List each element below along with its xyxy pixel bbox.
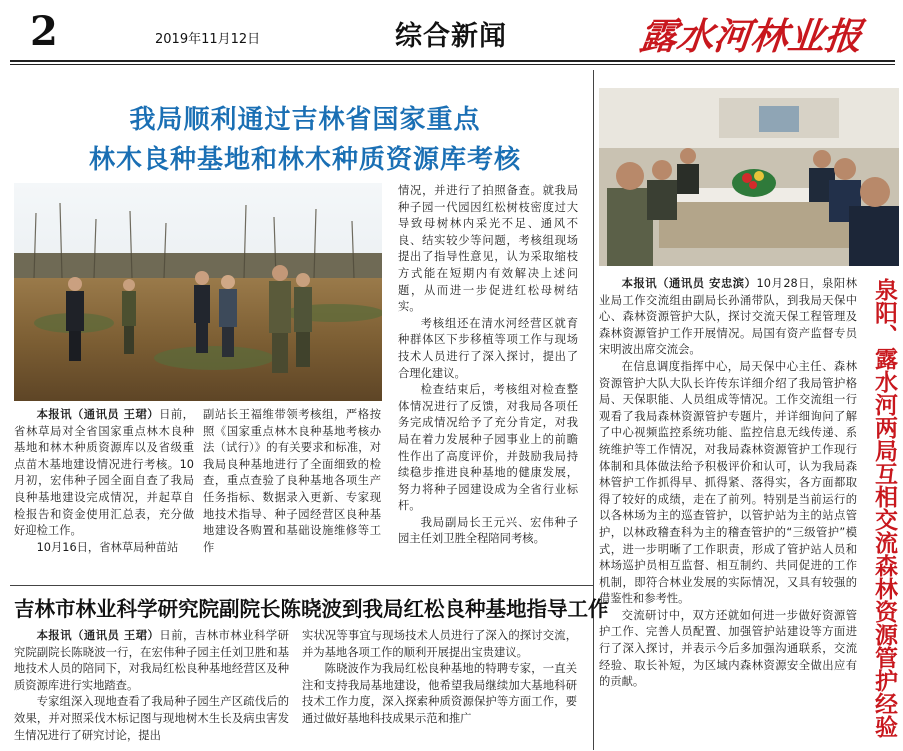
article1-headline-line2: 林木良种基地和林木种质资源库考核 [88, 145, 521, 175]
article1-col3-text: 情况，并进行了拍照备查。就我局种子园一代园因红松树枝密度过大导致母树林内采光不足、通风不良、结实较少等问题，考核组现场提出了指导性意见，认为采取缩枝方式能在短期内有效解决上述问题，从而进一步促进红松母树结实。 [398, 184, 578, 314]
article1-col3-p2: 考核组还在清水河经营区就育种群体区下步移植等项工作与现场技术人员进行了深入探讨，提出了合理化建议。 [398, 316, 578, 380]
article3-p1: 10月28日，泉阳林业局工作交流组由副局长孙涌带队，到我局天保中心、森林资源管护大队，探讨交流天保工程管理及森林资源管护工作开展情况。局国有资产监督专员宋明波出席交流会。 [599, 277, 857, 357]
article1-col3-p4: 我局副局长王元兴、宏伟种子园主任刘卫胜全程陪同考核。 [398, 515, 578, 546]
inspection-photo [14, 183, 382, 401]
article2-column-2 [302, 628, 577, 728]
header-rule [10, 60, 895, 62]
article2-col1-text: 日前，吉林市林业科学研究院副院长陈晓波一行，在宏伟种子园主任刘卫胜和基地技术人员的陪同下，对我局红松良种基地经营区及种质资源库进行实地踏查。 [14, 629, 289, 692]
article3-vertical-headline: 泉阳、露水河两局互相交流森林资源管护经验 [871, 278, 897, 738]
article2-headline: 吉林市林业科学研究院副院长陈晓波到我局红松良种基地指导工作 [14, 597, 609, 621]
page-number: 2 [30, 8, 58, 55]
meeting-photo-image [599, 88, 899, 266]
article3-p2: 在信息调度指挥中心，局天保中心主任、森林资源管护大队大队长许传东详细介绍了我局管护格局、天保职能、人员组成等情况。工作交流组一行观看了我局森林资源管护专题片，并详细询问了解了中心视频监控系统功能、监控信息无线传递、系统维护等工作情况，对我局森林资源管护工作现行体制和具体做法给予积极评价和认可，认为我局森林管护工作抓得早、抓得紧、落得实，各方面都取得了较好的成绩，走在了前列。特别是当前运行的以各林场为主的巡查管护，以管护站为主的站点管护，以林政稽查科为主的稽查管护的“三级管护”模式，进一步明晰了工作职责，形成了管护站人员和林场巡护员相互监督、相互制约、共同促进的工作机制，即符合林业发展的实际情况，又具有较强的借鉴性和参考性。 [599, 359, 857, 606]
article2-byline: 本报讯（通讯员 王珺） [36, 629, 160, 642]
article1-column-1 [14, 407, 194, 556]
article1-headline [20, 100, 590, 180]
issue-date: 2019年11月12日 [155, 32, 261, 47]
inspection-photo-image [14, 183, 382, 401]
article2-column-1 [14, 628, 289, 744]
column-divider [593, 70, 594, 750]
article1-byline: 本报讯（通讯员 王珺） [36, 408, 160, 421]
meeting-photo [599, 88, 899, 266]
header-rule-thin [10, 64, 895, 65]
section-title: 综合新闻 [395, 21, 507, 52]
article1-col1-p2: 10月16日，省林草局种苗站 [36, 540, 179, 554]
article1-col1-text: 日前，省林草局对全省国家重点林木良种基地和林木种质资源库以及省级重点苗木基地建设情况进行考核。10月初，宏伟种子园全面自查了我局良种基地建设完成情况，并起草自检报告和资金使用汇总表，充分做好迎检工作。 [14, 408, 194, 538]
masthead: 露水河林业报 [637, 14, 864, 58]
article1-column-3 [398, 183, 578, 548]
article-divider [10, 585, 593, 586]
article2-col1-p2: 专家组深入现地查看了我局种子园生产区疏伐后的效果，并对照采伐木标记图与现地树木生长及病虫害发生情况进行了研究讨论，提出 [14, 695, 289, 742]
article1-col3-p3: 检查结束后，考核组对检查整体情况进行了反馈，对我局各项任务完成情况给予了充分肯定，对我局在着力发展种子园事业上的前瞻性作出了高度评价，并鼓励我局持续稳步推进良种基地的健康发展，努力将种子园建设成为全省行业标杆。 [398, 383, 578, 513]
article1-column-2 [203, 407, 381, 556]
article2-col2-p2: 陈晓波作为我局红松良种基地的特聘专家，一直关注和支持我局基地建设，他希望我局继续加大基地科研技术工作力度，深入探索种质资源保护等方面工作，要通过做好基地科技成果示范和推广 [302, 662, 577, 725]
article3-p3: 交流研讨中，双方还就如何进一步做好资源管护工作、完善人员配置、加强管护站建设等方面进行了深入探讨，并表示今后多加强沟通联系，交流经验、取长补短，为区域内森林资源安全做出应有的贡献。 [599, 608, 857, 689]
article2-col2-text: 实状况等事宜与现场技术人员进行了深入的探讨交流，并为基地各项工作的顺利开展提出宝贵建议。 [302, 629, 577, 659]
article1-headline-line1: 我局顺利通过吉林省国家重点 [129, 105, 481, 135]
article3-byline: 本报讯（通讯员 安忠滨） [621, 277, 757, 290]
page-header [0, 0, 903, 62]
article1-col2-text: 副站长王福维带领考核组，严格按照《国家重点林木良种基地考核办法（试行）》的有关要求和标准，对我局良种基地进行了全面细致的检查，重点查验了良种基地各项生产任务指标、数据录入更新、专家现地技术指导、种子园经营区良种基地建设各购置和基础设施维修等工作 [203, 408, 381, 554]
article3-body [599, 276, 857, 691]
